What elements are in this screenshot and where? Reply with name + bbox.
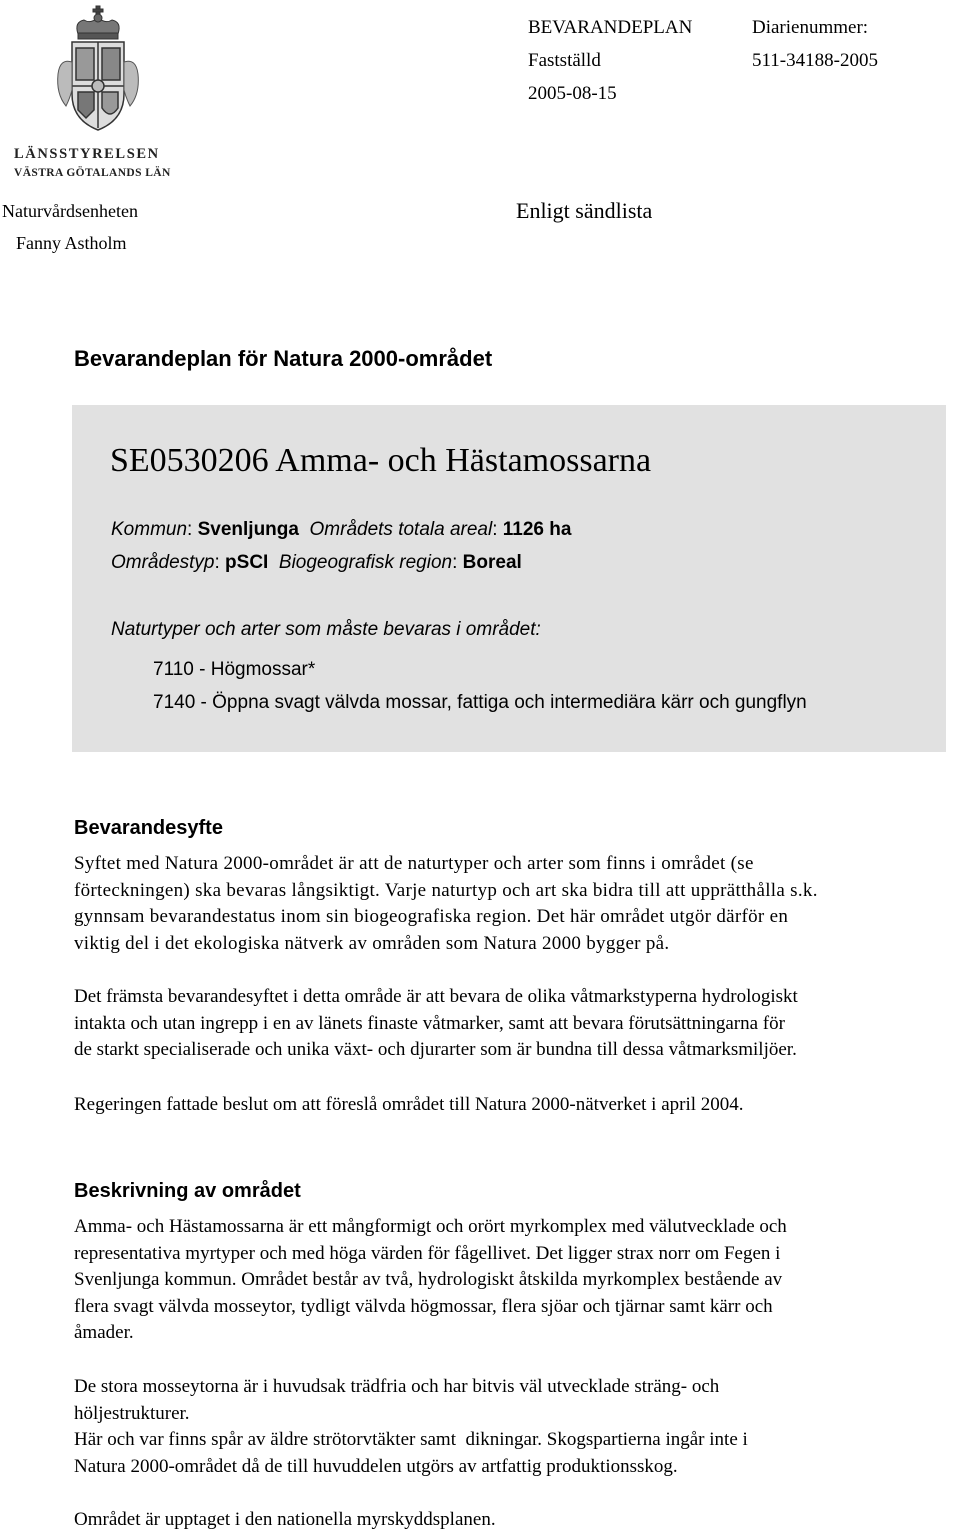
habitat-item: 7110 - Högmossar* xyxy=(153,659,316,680)
summary-row-2: Områdestyp: pSCI Biogeografisk region: Boreal xyxy=(111,552,522,573)
region-label: Biogeografisk region xyxy=(278,552,453,573)
doc-date: 2005-08-15 xyxy=(528,83,617,104)
doc-type: BEVARANDEPLAN xyxy=(528,17,693,38)
text-line: Det främsta bevarandesyftet i detta område är att bevara de olika våtmarkstyperna hydrologiskt xyxy=(74,986,798,1007)
diarienummer-label: Diarienummer: xyxy=(752,17,869,38)
habitat-item: 7140 - Öppna svagt välvda mossar, fattiga och intermediära kärr och gungflyn xyxy=(153,692,807,713)
page-title: Bevarandeplan för Natura 2000-området xyxy=(74,346,493,371)
typ-label: Områdestyp xyxy=(111,552,215,573)
paragraph-syfte-1 xyxy=(74,851,818,957)
summary-row-1: Kommun: Svenljunga Områdets totala areal: 1126 ha xyxy=(111,519,572,540)
paragraph-beskrivning-1 xyxy=(74,1214,787,1347)
shield-icon xyxy=(72,42,124,130)
text-line: Syftet med Natura 2000-området är att de naturtyper och arter som finns i området (se xyxy=(74,853,754,874)
text-line: viktig del i det ekologiska nätverk av områden som Natura 2000 bygger på. xyxy=(74,932,670,954)
text-line: De stora mosseytorna är i huvudsak trädfria och har bitvis väl utvecklade sträng- och xyxy=(74,1376,720,1397)
doc-status: Fastställd xyxy=(528,50,601,71)
text-line: flera svagt välvda mosseytor, tydligt välvda högmossar, flera sjöar och tjärnar samt kärr och xyxy=(74,1295,773,1317)
kommun-value: Svenljunga xyxy=(197,519,299,540)
text-line: Amma- och Hästamossarna är ett mångformigt och orört myrkomplex med välutvecklade och xyxy=(74,1216,787,1237)
logo-org-line1: LÄNSSTYRELSEN xyxy=(14,146,160,162)
lansstyrelsen-logo xyxy=(14,2,194,182)
region-value: Boreal xyxy=(462,552,522,573)
diarienummer: 511-34188-2005 xyxy=(752,50,878,71)
habitats-label: Naturtyper och arter som måste bevaras i området: xyxy=(111,619,541,640)
text-line: förteckningen) ska bevaras långsiktigt. Varje naturtyp och art ska bidra till att upprätthålla s.k. xyxy=(74,879,818,901)
section-heading-bevarandesyfte: Bevarandesyfte xyxy=(74,817,223,839)
text-line: Svenljunga kommun. Området består av två, hydrologiskt åtskilda myrkomplex bestående av xyxy=(74,1269,783,1290)
paragraph-syfte-2 xyxy=(74,984,798,1064)
site-name: SE0530206 Amma- och Hästamossarna xyxy=(110,442,652,479)
distribution: Enligt sändlista xyxy=(516,198,653,223)
typ-value: pSCI xyxy=(225,552,269,573)
text-line: Här och var finns spår av äldre strötorvtäkter samt dikningar. Skogspartierna ingår inte i xyxy=(74,1429,748,1450)
crown-icon xyxy=(77,6,119,39)
areal-value: 1126 ha xyxy=(502,519,572,540)
text-line: representativa myrtyper och med höga värden för fågellivet. Det ligger strax norr om Fegen i xyxy=(74,1242,781,1264)
text-line: intakta och utan ingrepp i en av länets finaste våtmarker, samt att bevara förutsättningarna för xyxy=(74,1012,785,1034)
text-line: höljestrukturer. xyxy=(74,1402,190,1424)
author: Fanny Astholm xyxy=(16,233,127,253)
text-line: gynnsam bevarandestatus inom sin biogeografiska region. Det här området utgör därför en xyxy=(74,906,789,927)
text-line: Natura 2000-området då de till huvuddelen utgörs av artfattig produktionsskog. xyxy=(74,1455,678,1477)
text-line: de starkt specialiserade och unika växt- och djurarter som är bundna till dessa våtmarksmiljöer. xyxy=(74,1039,797,1060)
kommun-label: Kommun xyxy=(111,519,188,540)
paragraph-syfte-3: Regeringen fattade beslut om att föreslå området till Natura 2000-nätverket i april 2004. xyxy=(74,1094,744,1115)
section-heading-beskrivning: Beskrivning av området xyxy=(74,1180,301,1202)
department: Naturvårdsenheten xyxy=(2,201,138,221)
logo-org-line2: VÄSTRA GÖTALANDS LÄN xyxy=(14,167,171,179)
areal-label: Områdets totala areal xyxy=(309,519,493,540)
paragraph-beskrivning-3: Området är upptaget i den nationella myrskyddsplanen. xyxy=(74,1509,496,1530)
text-line: åmader. xyxy=(74,1322,134,1343)
paragraph-beskrivning-2 xyxy=(74,1374,748,1480)
